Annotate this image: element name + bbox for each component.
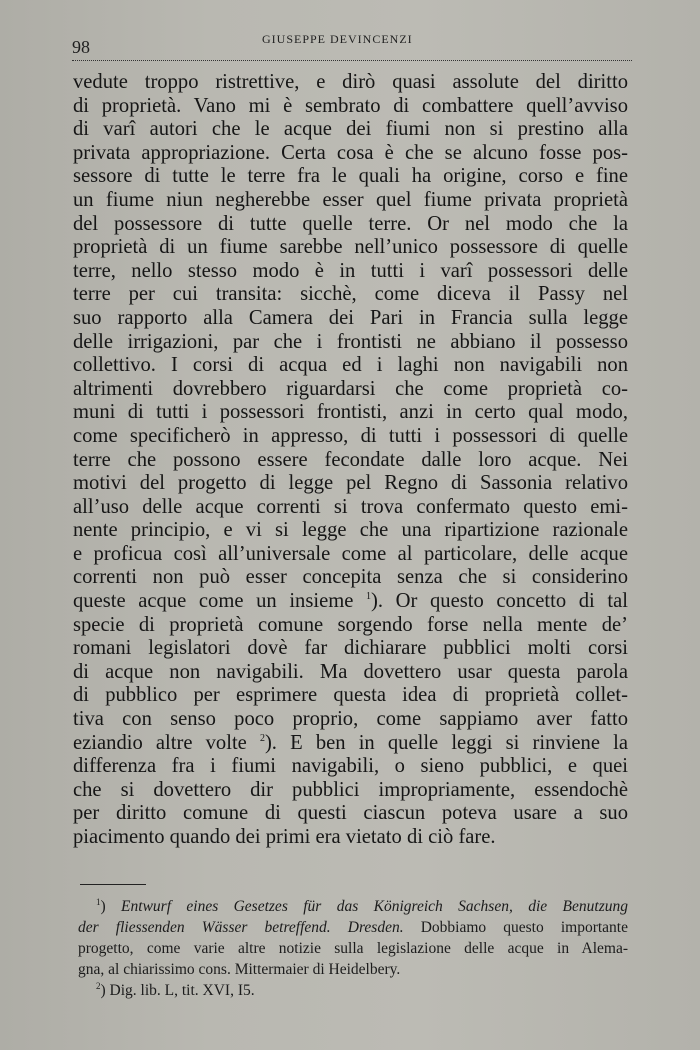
- text-line: altrimenti dovrebbero riguardarsi che come proprietà co-: [73, 377, 628, 400]
- text-line: correnti non può esser concepita senza che si considerino: [73, 566, 628, 589]
- text-line: terre che possono essere fecondate dalle loro acque. Nei: [73, 448, 628, 471]
- page-number: 98: [72, 37, 90, 57]
- text-line: specie di proprietà comune sorgendo forse nella mente de’: [73, 613, 628, 636]
- text-line: privata appropriazione. Certa cosa è che se alcuno fosse pos-: [73, 141, 628, 164]
- text-line: romani legislatori dovè far dichiarare pubblici molti corsi: [73, 637, 628, 660]
- text-line: di pubblico per esprimere questa idea di proprietà collet-: [73, 684, 628, 707]
- footnote-italic-text: der fliessenden Wässer betreffend. Dresden.: [78, 919, 404, 936]
- text-line: tiva con senso poco proprio, come sappiamo aver fatto: [73, 708, 628, 731]
- footnote-2-line: [78, 980, 628, 1001]
- running-head: GIUSEPPE DEVINCENZI: [262, 32, 413, 46]
- footnote-italic-text: Entwurf eines Gesetzes für das Königreich Sachsen, die Benutzung: [121, 898, 628, 915]
- footnote-1-line: [78, 917, 628, 938]
- text-segment: eziandio altre volte: [73, 731, 260, 754]
- text-line: motivi del progetto di legge pel Regno di Sassonia relativo: [73, 472, 628, 495]
- text-line: vedute troppo ristrettive, e dirò quasi assolute del diritto: [73, 71, 628, 93]
- body-text: [73, 71, 628, 850]
- text-segment: ). E ben in quelle leggi si rinviene la: [264, 731, 628, 754]
- text-line: [73, 590, 628, 614]
- text-line: che si dovettero dir pubblici impropriamente, essendochè: [73, 778, 628, 801]
- text-line: un fiume niun negherebbe esser quel fiume privata proprietà: [73, 188, 628, 211]
- text-line: sessore di tutte le terre fra le quali ha origine, corso e fine: [73, 165, 628, 188]
- text-line: di proprietà. Vano mi è sembrato di combattere quell’avviso: [73, 94, 628, 117]
- text-line: collettivo. I corsi di acqua ed i laghi non navigabili non: [73, 354, 628, 377]
- page-header: [72, 30, 632, 61]
- footnotes: [78, 896, 628, 1001]
- footnote-text: ) Dig. lib. L, tit. XVI, I5.: [100, 982, 255, 999]
- text-segment: queste acque come un insieme: [73, 590, 366, 613]
- footnote-reference: 1: [366, 591, 371, 603]
- text-line: piacimento quando dei primi era vietato di ciò fare.: [73, 826, 496, 848]
- text-segment: ). Or questo concetto di tal: [371, 590, 628, 613]
- text-line: nente principio, e vi si legge che una ripartizione razionale: [73, 519, 628, 542]
- text-line: di acque non navigabili. Ma dovettero usar questa parola: [73, 660, 628, 683]
- footnote-text: Dobbiamo questo importante: [403, 919, 628, 936]
- text-line: delle irrigazioni, par che i frontisti ne abbiano il possesso: [73, 330, 628, 353]
- text-line: differenza fra i fiumi navigabili, o sieno pubblici, e quei: [73, 755, 628, 778]
- footnote-mark: 1: [96, 896, 101, 907]
- text-line: [73, 732, 628, 756]
- footnote-1-line: $^1$) Entwurf eines Gesetzes für das Königreich Sachsen, die Benutzung: [96, 896, 628, 915]
- text-line: terre, nello stesso modo è in tutti i varî possessori delle: [73, 259, 628, 282]
- text-line: terre per cui transita: sicchè, come diceva il Passy nel: [73, 283, 628, 306]
- footnote-1-line: progetto, come varie altre notizie sulla legislazione delle acque in Alema-: [78, 940, 628, 957]
- text-line: muni di tutti i possessori frontisti, anzi in certo qual modo,: [73, 401, 628, 424]
- text-line: per diritto comune di questi ciascun poteva usare a suo: [73, 802, 628, 825]
- footnote-1-line: gna, al chiarissimo cons. Mittermaier di Heidelbery.: [78, 961, 401, 978]
- text-line: del possessore di tutte quelle terre. Or nel modo che la: [73, 212, 628, 235]
- footnote-rule: [80, 884, 146, 885]
- text-line: proprietà di un fiume sarebbe nell’unico possessore di quelle: [73, 236, 628, 259]
- text-line: di varî autori che le acque dei fiumi non si prestino alla: [73, 118, 628, 141]
- text-line: come specificherò in appresso, di tutti i possessori di quelle: [73, 424, 628, 447]
- footnote-reference: 2: [259, 732, 265, 744]
- text-line: suo rapporto alla Camera dei Pari in Francia sulla legge: [73, 306, 628, 329]
- text-line: e proficua così all’universale come al particolare, delle acque: [73, 542, 628, 565]
- text-line: all’uso delle acque correnti si trova confermato questo emi-: [73, 495, 628, 518]
- footnote-mark: 2: [96, 980, 101, 991]
